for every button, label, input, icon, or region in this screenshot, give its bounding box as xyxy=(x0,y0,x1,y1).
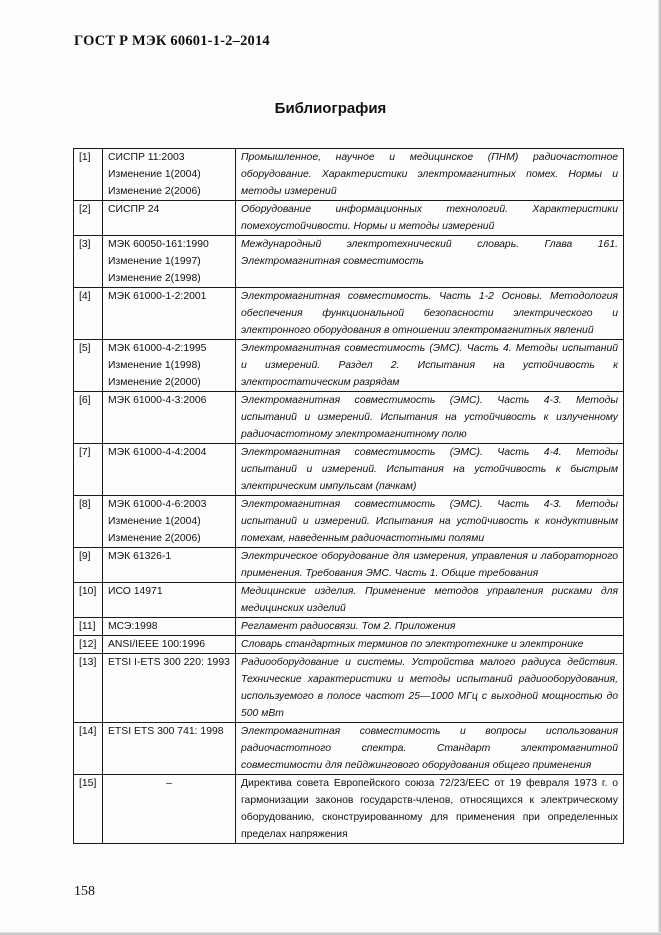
ref-number: [1] xyxy=(74,149,103,201)
ref-number: [12] xyxy=(74,636,103,654)
table-row xyxy=(74,340,624,392)
standard-code: МЭК 61000-4-2:1995 Изменение 1(1998) Изменение 2(2000) xyxy=(103,340,236,392)
standard-code: ETSI I-ETS 300 220: 1993 xyxy=(103,654,236,723)
ref-number: [11] xyxy=(74,618,103,636)
table-row xyxy=(74,149,624,201)
table-row xyxy=(74,392,624,444)
standard-title: Регламент радиосвязи. Том 2. Приложения xyxy=(236,618,624,636)
table-row xyxy=(74,636,624,654)
standard-title: Международный электротехнический словарь. Глава 161. Электромагнитная совместимость xyxy=(236,236,624,288)
ref-number: [13] xyxy=(74,654,103,723)
table-row xyxy=(74,583,624,618)
standard-title: Электромагнитная совместимость (ЭМС). Часть 4-3. Методы испытаний и измерений. Испытания на устойчивость к излученному радиочастотному электромагнитному полю xyxy=(236,392,624,444)
table-row xyxy=(74,288,624,340)
table-row xyxy=(74,548,624,583)
standard-code: МЭК 60050-161:1990 Изменение 1(1997) Изменение 2(1998) xyxy=(103,236,236,288)
ref-number: [9] xyxy=(74,548,103,583)
standard-title: Медицинские изделия. Применение методов управления рисками для медицинских изделий xyxy=(236,583,624,618)
standard-code: СИСПР 24 xyxy=(103,201,236,236)
ref-number: [6] xyxy=(74,392,103,444)
ref-number: [2] xyxy=(74,201,103,236)
standard-code: МЭК 61000-4-6:2003 Изменение 1(2004) Изменение 2(2006) xyxy=(103,496,236,548)
ref-number: [8] xyxy=(74,496,103,548)
table-row xyxy=(74,236,624,288)
table-row xyxy=(74,775,624,844)
standard-code: – xyxy=(103,775,236,844)
table-row xyxy=(74,496,624,548)
standard-title: Электромагнитная совместимость. Часть 1-2 Основы. Методология обеспечения функциональной безопасности электрического и электронного оборудования в отношении электромагнитных явлений xyxy=(236,288,624,340)
ref-number: [4] xyxy=(74,288,103,340)
table-row xyxy=(74,201,624,236)
ref-number: [14] xyxy=(74,723,103,775)
ref-number: [5] xyxy=(74,340,103,392)
standard-title: Оборудование информационных технологий. Характеристики помехоустойчивости. Нормы и методы измерений xyxy=(236,201,624,236)
standard-code: ИСО 14971 xyxy=(103,583,236,618)
standard-title: Радиооборудование и системы. Устройства малого радиуса действия. Технические характеристики и методы испытаний радиооборудования, используемого в полосе частот 25—1000 МГц с выходной мощностью до 500 мВт xyxy=(236,654,624,723)
standard-title: Словарь стандартных терминов по электротехнике и электронике xyxy=(236,636,624,654)
standard-title: Директива совета Европейского союза 72/23/ЕЕС от 19 февраля 1973 г. о гармонизации законов государств-членов, относящихся к электрическому оборудованию, сконструированному для применения при определенных пределах напряжения xyxy=(236,775,624,844)
standard-title: Электромагнитная совместимость (ЭМС). Часть 4. Методы испытаний и измерений. Раздел 2. Испытания на устойчивость к электростатическим разрядам xyxy=(236,340,624,392)
standard-title: Электромагнитная совместимость (ЭМС). Часть 4-4. Методы испытаний и измерений. Испытания на устойчивость к быстрым электрическим импульсам (пачкам) xyxy=(236,444,624,496)
table-row xyxy=(74,444,624,496)
standard-title: Электромагнитная совместимость (ЭМС). Часть 4-3. Методы испытаний и измерений. Испытания на устойчивость к кондуктивным помехам, наведенным радиочастотными полями xyxy=(236,496,624,548)
standard-title: Электрическое оборудование для измерения, управления и лабораторного применения. Требования ЭМС. Часть 1. Общие требования xyxy=(236,548,624,583)
bibliography-table xyxy=(73,148,624,844)
standard-code: ETSI ETS 300 741: 1998 xyxy=(103,723,236,775)
standard-code: МЭК 61000-4-3:2006 xyxy=(103,392,236,444)
page-number: 158 xyxy=(74,884,95,899)
standard-code: МЭК 61000-1-2:2001 xyxy=(103,288,236,340)
document-header: ГОСТ Р МЭК 60601-1-2–2014 xyxy=(74,33,270,49)
standard-title: Промышленное, научное и медицинское (ПНМ) радиочастотное оборудование. Характеристики электромагнитных помех. Нормы и методы измерений xyxy=(236,149,624,201)
ref-number: [3] xyxy=(74,236,103,288)
standard-title: Электромагнитная совместимость и вопросы использования радиочастотного спектра. Стандарт электромагнитной совместимости для пейджингового оборудования общего применения xyxy=(236,723,624,775)
table-row xyxy=(74,654,624,723)
page-title: Библиография xyxy=(274,100,387,117)
ref-number: [15] xyxy=(74,775,103,844)
standard-code: МСЭ:1998 xyxy=(103,618,236,636)
standard-code: МЭК 61326-1 xyxy=(103,548,236,583)
standard-code: ANSI/IEEE 100:1996 xyxy=(103,636,236,654)
table-row xyxy=(74,618,624,636)
ref-number: [10] xyxy=(74,583,103,618)
standard-code: МЭК 61000-4-4:2004 xyxy=(103,444,236,496)
table-row xyxy=(74,723,624,775)
standard-code: СИСПР 11:2003 Изменение 1(2004) Изменение 2(2006) xyxy=(103,149,236,201)
ref-number: [7] xyxy=(74,444,103,496)
